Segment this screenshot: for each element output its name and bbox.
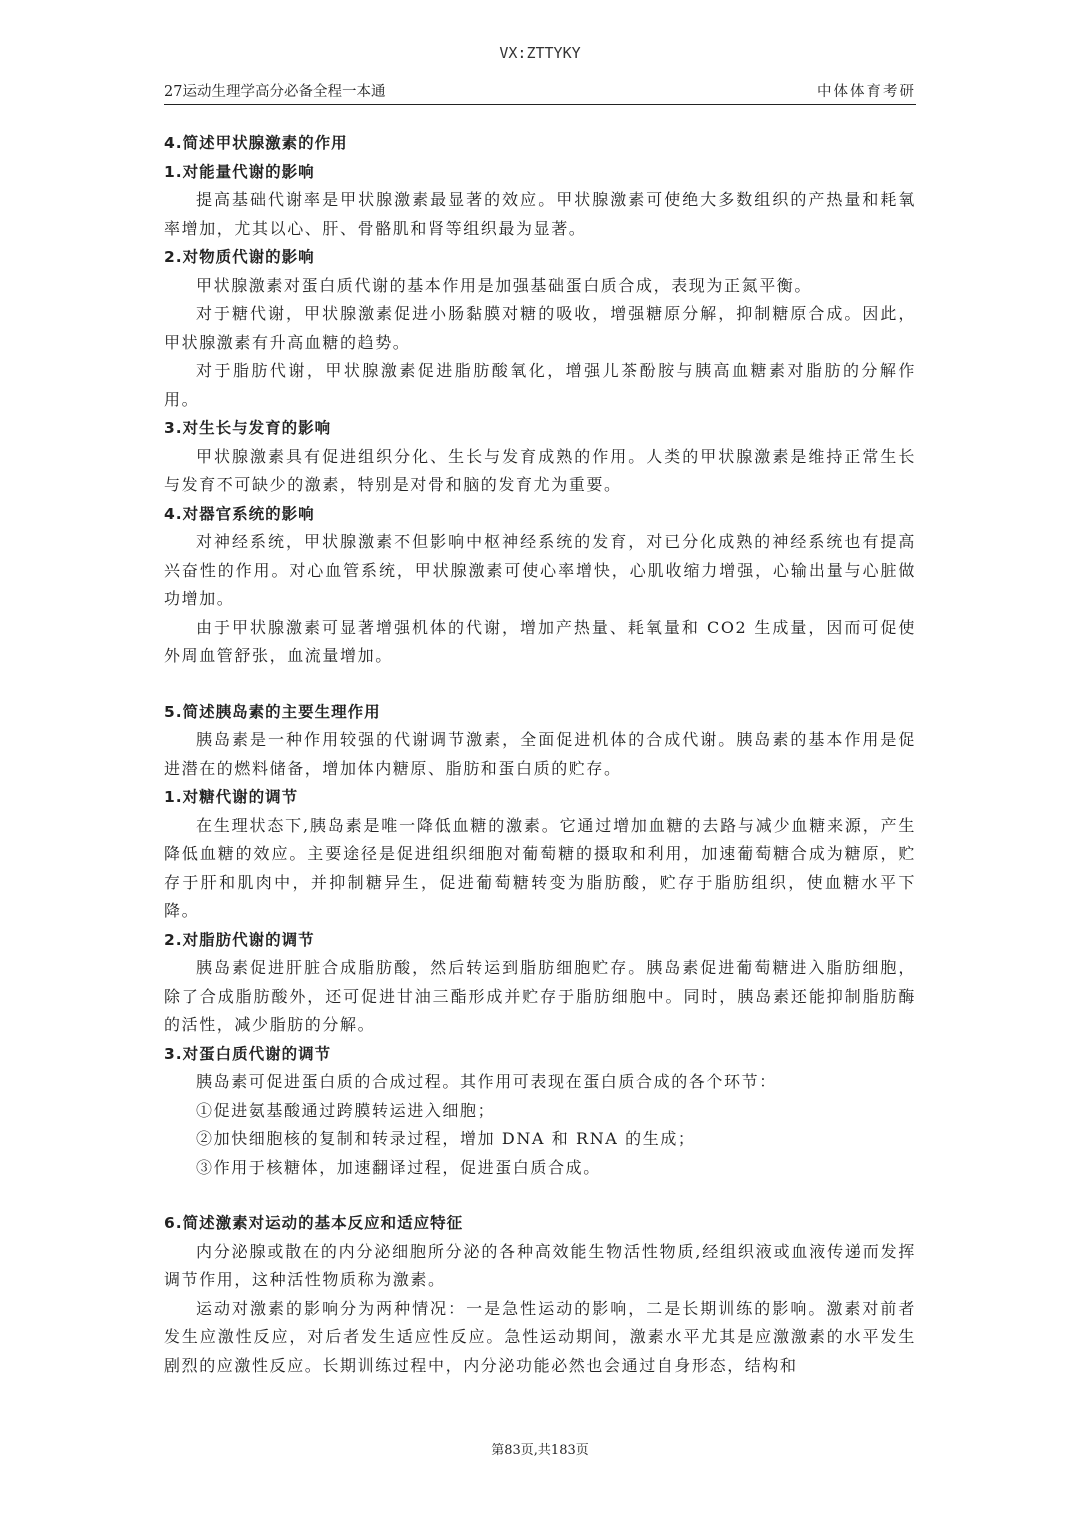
paragraph: 胰岛素可促进蛋白质的合成过程。其作用可表现在蛋白质合成的各个环节： — [196, 1072, 777, 1091]
paragraph: 对于脂肪代谢，甲状腺激素促进脂肪酸氧化，增强儿茶酚胺与胰高血糖素对脂肪的分解作用。 — [164, 361, 916, 409]
paragraph: 对神经系统，甲状腺激素不但影响中枢神经系统的发育，对已分化成熟的神经系统也有提高兴奋性的作用。对心血管系统，甲状腺激素可使心率增快，心肌收缩力增强，心输出量与心脏做功增加。 — [164, 532, 916, 608]
question-6-title: 6.简述激素对运动的基本反应和适应特征 — [164, 1214, 464, 1232]
paragraph: 胰岛素促进肝脏合成脂肪酸，然后转运到脂肪细胞贮存。胰岛素促进葡萄糖进入脂肪细胞，除了合成脂肪酸外，还可促进甘油三酯形成并贮存于脂肪细胞中。同时，胰岛素还能抑制脂肪酶的活性，减少脂肪的分解。 — [164, 958, 916, 1034]
page-number: 第83页,共183页 — [491, 1443, 589, 1458]
section-heading: 3.对生长与发育的影响 — [164, 419, 332, 437]
question-4-title: 4.简述甲状腺激素的作用 — [164, 134, 348, 152]
section-heading: 2.对脂肪代谢的调节 — [164, 930, 315, 949]
spacer — [164, 1182, 916, 1209]
question-5-title: 5.简述胰岛素的主要生理作用 — [164, 702, 381, 721]
paragraph: 对于糖代谢，甲状腺激素促进小肠黏膜对糖的吸收，增强糖原分解，抑制糖原合成。因此，甲状腺激素有升高血糖的趋势。 — [164, 304, 916, 352]
page-content — [164, 129, 916, 1380]
paragraph: 胰岛素是一种作用较强的代谢调节激素，全面促进机体的合成代谢。胰岛素的基本作用是促进潜在的燃料储备，增加体内糖原、脂肪和蛋白质的贮存。 — [164, 730, 916, 778]
list-item: ②加快细胞核的复制和转录过程，增加 DNA 和 RNA 的生成； — [196, 1129, 696, 1148]
section-heading: 2.对物质代谢的影响 — [164, 248, 315, 266]
header-publisher: 中体体育考研 — [817, 84, 916, 100]
paragraph: 由于甲状腺激素可显著增强机体的代谢，增加产热量、耗氧量和 CO2 生成量，因而可促使外周血管舒张，血流量增加。 — [164, 617, 916, 665]
watermark: VX:ZTTYKY — [499, 44, 581, 62]
section-heading: 3.对蛋白质代谢的调节 — [164, 1044, 332, 1063]
list-item: ③作用于核糖体，加速翻译过程，促进蛋白质合成。 — [196, 1157, 601, 1177]
spacer — [164, 671, 916, 698]
section-heading: 4.对器官系统的影响 — [164, 504, 315, 523]
paragraph: 甲状腺激素对蛋白质代谢的基本作用是加强基础蛋白质合成，表现为正氮平衡。 — [196, 275, 813, 295]
page-header — [164, 80, 916, 105]
paragraph: 内分泌腺或散在的内分泌细胞所分泌的各种高效能生物活性物质,经组织液或血液传递而发挥调节作用，这种活性物质称为激素。 — [164, 1241, 916, 1289]
section-heading: 1.对能量代谢的影响 — [164, 162, 315, 181]
header-book-title: 27运动生理学高分必备全程一本通 — [164, 84, 386, 100]
list-item: ①促进氨基酸通过跨膜转运进入细胞； — [196, 1100, 496, 1120]
paragraph: 提高基础代谢率是甲状腺激素最显著的效应。甲状腺激素可使绝大多数组织的产热量和耗氧率增加，尤其以心、肝、骨骼肌和肾等组织最为显著。 — [164, 190, 916, 238]
paragraph: 在生理状态下,胰岛素是唯一降低血糖的激素。它通过增加血糖的去路与减少血糖来源，产生降低血糖的效应。主要途径是促进组织细胞对葡萄糖的摄取和利用，加速葡萄糖合成为糖原，贮存于肝和肌肉中，并抑制糖异生，促进葡萄糖转变为脂肪酸，贮存于脂肪组织，使血糖水平下降。 — [164, 815, 916, 920]
section-heading: 1.对糖代谢的调节 — [164, 788, 299, 806]
paragraph: 运动对激素的影响分为两种情况：一是急性运动的影响，二是长期训练的影响。激素对前者发生应激性反应，对后者发生适应性反应。急性运动期间，激素水平尤其是应激激素的水平发生剧烈的应激性反应。长期训练过程中，内分泌功能必然也会通过自身形态，结构和 — [164, 1298, 916, 1375]
paragraph: 甲状腺激素具有促进组织分化、生长与发育成熟的作用。人类的甲状腺激素是维持正常生长与发育不可缺少的激素，特别是对骨和脑的发育尤为重要。 — [164, 446, 916, 494]
